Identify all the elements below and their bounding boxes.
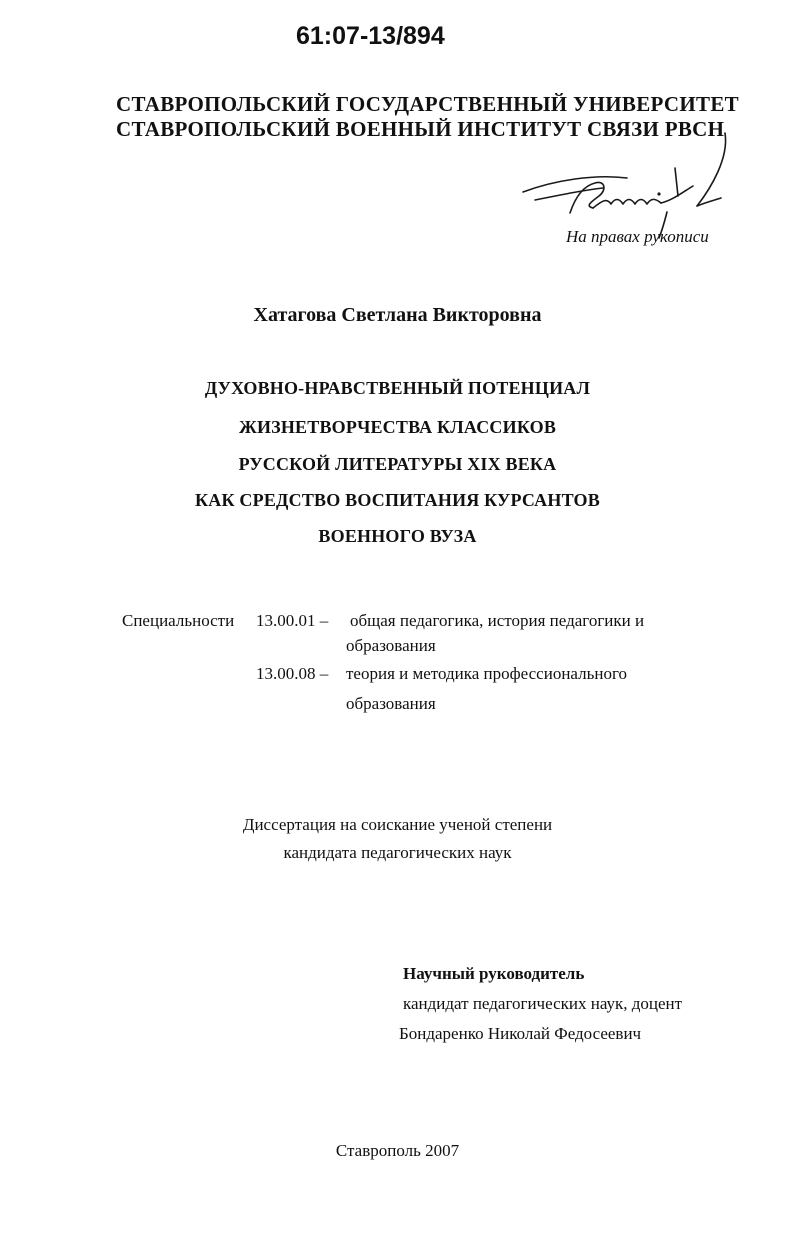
specialty-code: 13.00.01 –	[256, 611, 329, 630]
manuscript-note: На правах рукописи	[566, 227, 709, 246]
specialty-description: теория и методика профессионального	[346, 664, 627, 683]
specialty-description: образования	[346, 694, 436, 713]
advisor-degree: кандидат педагогических наук, доцент	[403, 994, 683, 1013]
advisor-name: Бондаренко Николай Федосеевич	[399, 1024, 642, 1043]
dissertation-statement: Диссертация на соискание ученой степени	[242, 815, 553, 834]
city-year: Ставрополь 2007	[335, 1141, 460, 1160]
dissertation-title-line: ВОЕННОГО ВУЗА	[318, 526, 477, 546]
advisor-heading: Научный руководитель	[403, 964, 585, 983]
institute-name: СТАВРОПОЛЬСКИЙ ВОЕННЫЙ ИНСТИТУТ СВЯЗИ РВСН	[116, 117, 725, 141]
specialty-description: общая педагогика, история педагогики и	[350, 611, 645, 630]
university-name: СТАВРОПОЛЬСКИЙ ГОСУДАРСТВЕННЫЙ УНИВЕРСИТЕТ	[116, 92, 739, 116]
dissertation-title-line: РУССКОЙ ЛИТЕРАТУРЫ XIX ВЕКА	[238, 454, 557, 474]
specialties-label: Специальности	[122, 611, 235, 630]
specialty-description: образования	[346, 636, 436, 655]
author-name: Хатагова Светлана Викторовна	[253, 304, 542, 326]
dissertation-statement: кандидата педагогических наук	[283, 843, 512, 862]
dissertation-title-line: КАК СРЕДСТВО ВОСПИТАНИЯ КУРСАНТОВ	[195, 490, 600, 510]
dissertation-title-line: ДУХОВНО-НРАВСТВЕННЫЙ ПОТЕНЦИАЛ	[204, 378, 591, 398]
specialty-code: 13.00.08 –	[256, 664, 329, 683]
dissertation-title-line: ЖИЗНЕТВОРЧЕСТВА КЛАССИКОВ	[238, 417, 557, 437]
catalog-number: 61:07-13/894	[296, 22, 445, 50]
